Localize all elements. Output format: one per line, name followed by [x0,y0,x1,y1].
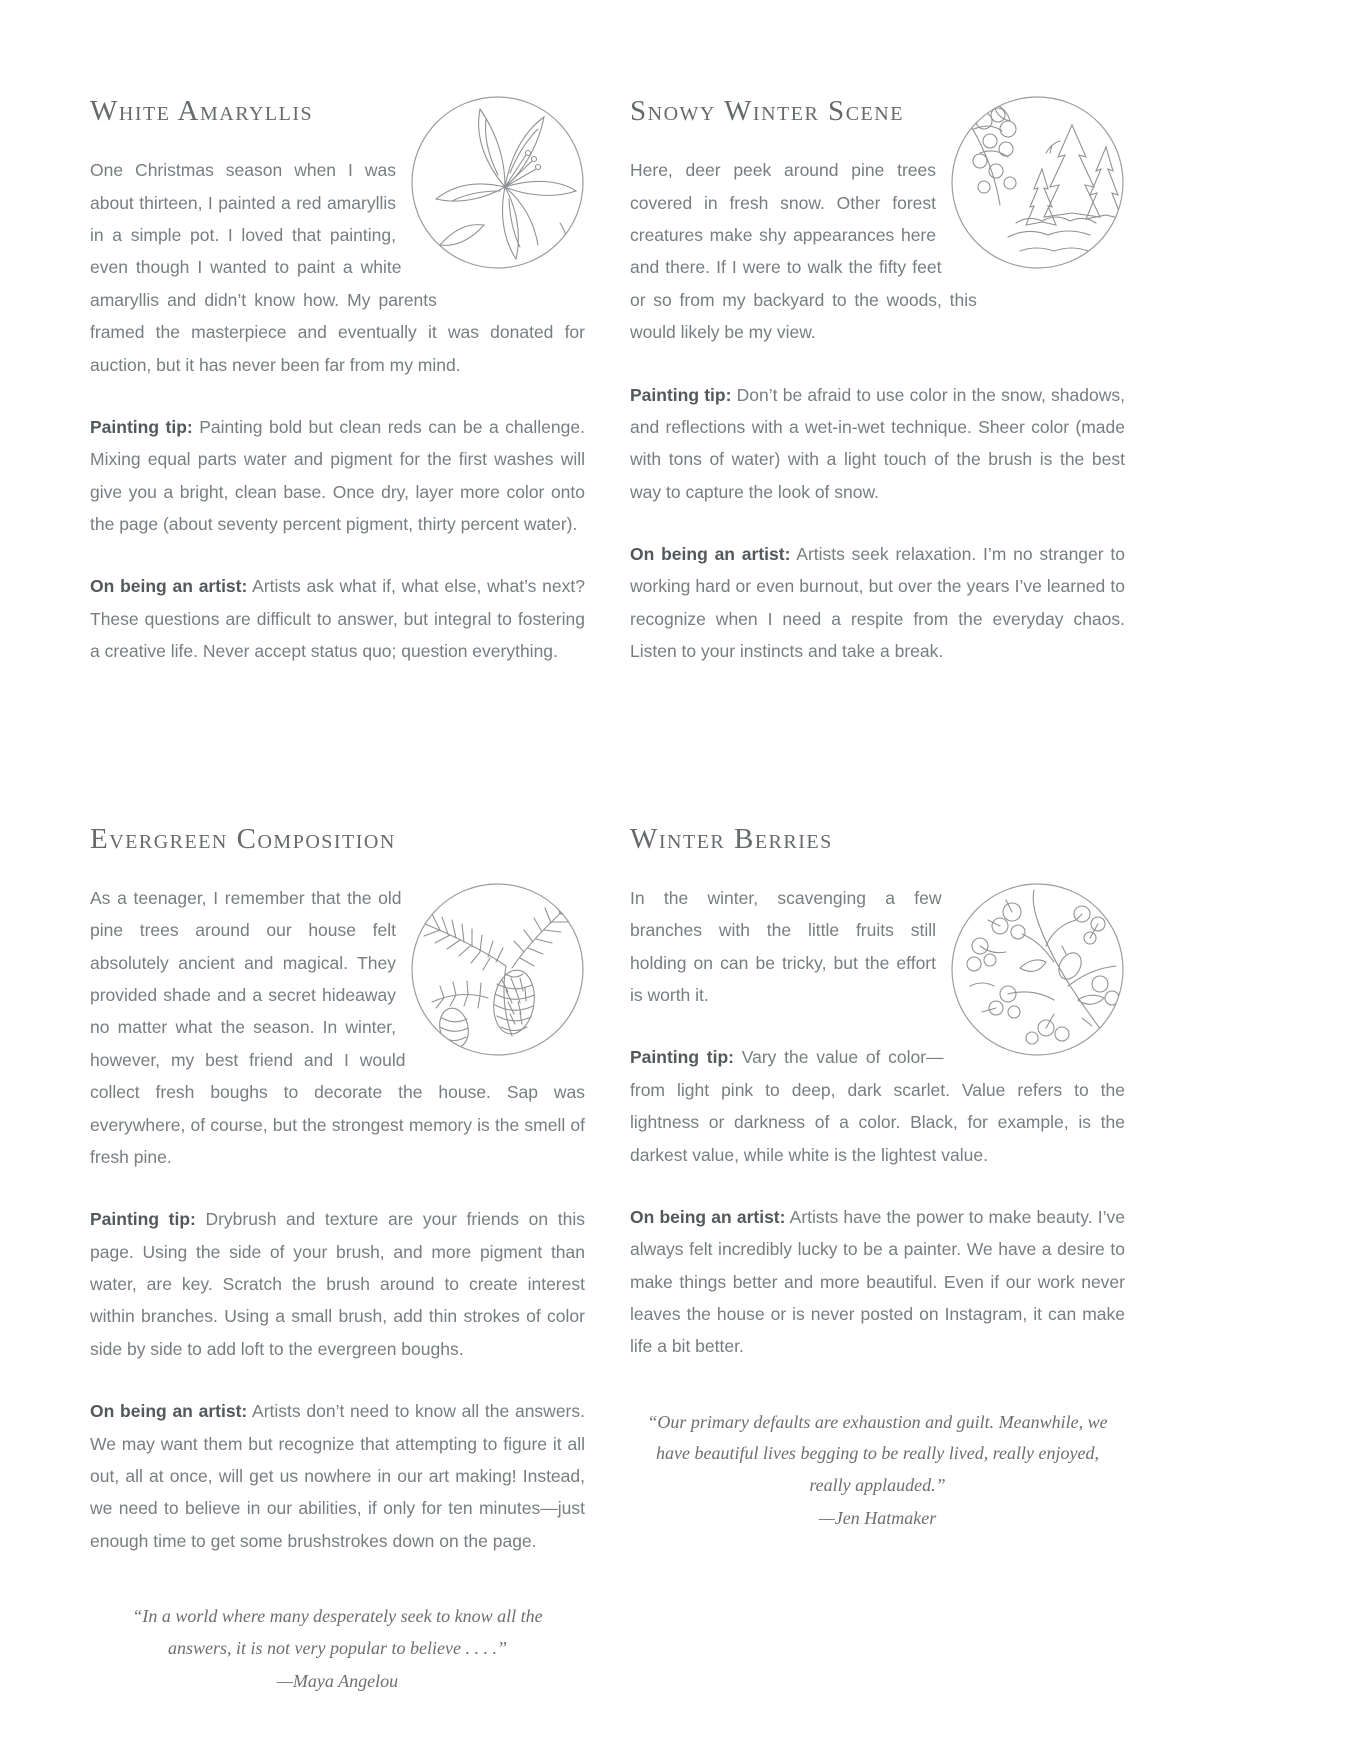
section-white-amaryllis [90,95,585,698]
section-winter-berries [630,823,1125,1535]
evergreen-illustration [410,882,585,1057]
painting-tip-label: Painting tip: [630,1047,734,1068]
section-evergreen-composition [90,823,585,1698]
on-being-artist-text: Artists ask what if, what else, what’s next? These questions are difficult to answer, but integral to fostering a creative life. Never accept status quo; question everything. [90,576,585,662]
painting-tip-paragraph [630,1041,1125,1171]
painting-tip-paragraph [630,379,1125,509]
inspirational-quote [643,1407,1113,1535]
on-being-artist-label: On being an artist: [90,1401,248,1422]
amaryllis-illustration [410,95,585,270]
section-title: Snowy Winter Scene [630,95,904,127]
section-snowy-winter-scene [630,95,1125,698]
page-content [90,95,1125,1698]
quote-text: “In a world where many desperately seek to know all the answers, it is not very popular to believe . . . .” [132,1606,543,1658]
on-being-artist-label: On being an artist: [630,1206,786,1227]
intro-paragraph: In the winter, scavenging a few branches with the little fruits still holding on can be tricky, but the effort is worth it. [630,887,942,1006]
on-being-artist-text: Artists have the power to make beauty. I’ve always felt incredibly lucky to be a painter. We have a desire to make things better and more beautiful. Even if our work never leaves the house or is never posted on Instagram, it can make life a bit better. [630,1206,1125,1357]
painting-tip-label: Painting tip: [90,1209,196,1230]
on-being-artist-paragraph [630,1201,1125,1363]
section-title: Winter Berries [630,822,833,855]
on-being-artist-text: Artists seek relaxation. I’m no stranger to working hard or even burnout, but over the years I’ve learned to recognize when I need a respite from the everyday chaos. Listen to your instincts and take a break. [630,544,1125,662]
snowy-winter-line-art-icon [950,95,1125,270]
painting-tip-text: Painting bold but clean reds can be a challenge. Mixing equal parts water and pigment for the first washes will give you a bright, clean base. Once dry, layer more color onto the page (about seventy percent pigment, thirty percent water). [90,416,585,535]
on-being-artist-paragraph [90,570,585,667]
winter-berries-illustration [950,882,1125,1057]
on-being-artist-text: Artists don’t need to know all the answers. We may want them but recognize that attempting to figure it all out, all at once, will get us nowhere in our art making! Instead, we need to believe in our abilities, if only for ten minutes—just enough time to get some brushstrokes down on the page. [90,1401,585,1551]
section-title: White Amaryllis [90,95,314,127]
on-being-artist-paragraph [90,1395,585,1557]
painting-tip-paragraph [90,1203,585,1365]
quote-attribution: —Jen Hatmaker [818,1508,937,1529]
on-being-artist-paragraph [630,538,1125,668]
painting-tip-paragraph [90,411,585,541]
sections-grid [90,95,1125,1698]
painting-tip-label: Painting tip: [90,416,193,437]
quote-text: “Our primary defaults are exhaustion and guilt. Meanwhile, we have beautiful lives begging to be really lived, really enjoyed, really applauded.” [647,1411,1108,1495]
intro-paragraph: As a teenager, I remember that the old pine trees around our house felt absolutely ancient and magical. They provided shade and a secret hideaway no matter what the season. In winter, however, my best friend and I would collect fresh boughs to decorate the house. Sap was everywhere, of course, but the strongest memory is the smell of fresh pine. [90,887,585,1167]
amaryllis-line-art-icon [410,95,585,270]
inspirational-quote [103,1601,573,1698]
quote-attribution: —Maya Angelou [276,1671,399,1692]
intro-paragraph: Here, deer peek around pine trees covered in fresh snow. Other forest creatures make shy appearances here and there. If I were to walk the fifty feet or so from my backyard to the woods, this would likely be my view. [630,160,977,343]
section-title: Evergreen Composition [90,822,396,855]
intro-paragraph: One Christmas season when I was about thirteen, I painted a red amaryllis in a simple pot. I loved that painting, even though I wanted to paint a white amaryllis and didn’t know how. My parents framed the masterpiece and eventually it was donated for auction, but it has never been far from my mind. [90,160,585,375]
winter-berries-line-art-icon [950,882,1125,1057]
on-being-artist-label: On being an artist: [630,544,791,565]
painting-tip-text: Don’t be afraid to use color in the snow, shadows, and reflections with a wet-in-wet technique. Sheer color (made with tons of water) with a light touch of the brush is the best way to capture the look of snow. [630,384,1125,502]
painting-tip-text: Drybrush and texture are your friends on this page. Using the side of your brush, and more pigment than water, are key. Scratch the brush around to create interest within branches. Using a small brush, add thin strokes of color side by side to add loft to the evergreen boughs. [90,1209,585,1359]
painting-tip-text: Vary the value of color—from light pink to deep, dark scarlet. Value refers to the lightness or darkness of a color. Black, for example, is the darkest value, while white is the lightest value. [630,1047,1125,1165]
painting-tip-label: Painting tip: [630,384,732,405]
evergreen-line-art-icon [410,882,585,1057]
on-being-artist-label: On being an artist: [90,576,248,597]
snowy-winter-illustration [950,95,1125,270]
